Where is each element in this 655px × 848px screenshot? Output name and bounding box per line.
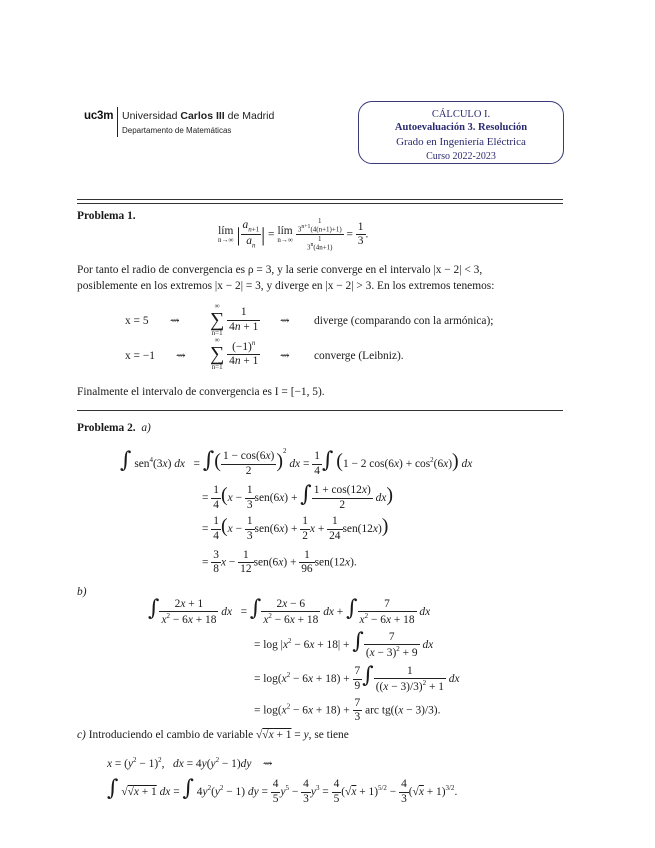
part-b-line1: ∫ $\frac{2x + 1}{x^2 - 6x + 18}$ dx = ∫ $\frac{2x - 6}{x^2 - 6x + 18}$ dx + ∫ $\frac{7}{x^2 - 6x + 18}$ dx xyxy=(148,596,431,626)
ratio-limit-formula: lím n→∞ | $\frac{a_{n+1}}{a_n}$ | = lím n→∞ 1 $3^{n+1}(4(n+1)+1)$ 1 $3^n(4n+1)$ = $\frac{1}{3}$ . xyxy=(218,217,369,252)
part-a-line4: = $\frac{3}{8}$ x − $\frac{1}{12}$ sen(6x) + $\frac{1}{96}$ sen(12x). xyxy=(202,549,357,576)
case2-result: converge (Leibniz). xyxy=(314,350,404,362)
case2-label: x = −1 xyxy=(125,350,155,362)
part-b-line2: = $\log |x^2 - 6x + 18|$ + ∫ $\frac{7}{(x - 3)^2 + 9}$ dx xyxy=(254,629,434,659)
case1-series: ∞ ∑ n=1 $\frac{1}{4n + 1}$ xyxy=(210,302,259,337)
part-c-tail: , se tiene xyxy=(308,729,349,741)
problem1-para2: posiblemente en los extremos |x − 2| = 3, y diverge en |x − 2| > 3. En los extremos tenemos: xyxy=(77,280,495,292)
header-rule-top xyxy=(77,199,563,200)
part-c-substitution: $x = (y^2 - 1)^2$, dx = $4y(y^2 - 1)dy$ ⇝ xyxy=(107,756,273,770)
university-name-post: de Madrid xyxy=(224,110,275,122)
university-name-pre: Universidad xyxy=(122,110,181,122)
part-a-line2: = $\frac{1}{4}$ (x − $\frac{1}{3}$ sen(6x) + ∫ $\frac{1 + \cos(12x)}{2}$ dx) xyxy=(202,482,394,511)
case2-series: ∞ ∑ n=1 $\frac{(-1)^n}{4n + 1}$ xyxy=(210,336,259,371)
logo-divider xyxy=(117,107,118,137)
course-title: CÁLCULO I. xyxy=(431,109,491,120)
university-name-bold: Carlos III xyxy=(180,110,225,122)
problem1-conclusion: Finalmente el intervalo de convergencia es I = [−1, 5). xyxy=(77,386,325,398)
degree-name: Grado en Ingeniería Eléctrica xyxy=(396,136,526,148)
problem2-heading xyxy=(77,423,151,434)
university-name xyxy=(122,110,274,122)
part-a-label: a) xyxy=(141,422,151,434)
part-c-label: c) xyxy=(77,729,86,741)
department-name: Departamento de Matemáticas xyxy=(122,126,232,135)
case1-label: x = 5 xyxy=(125,315,149,327)
part-b-line4: = $\log(x^2 - 6x + 18)$ + $\frac{7}{3}$ arc tg((x − 3)/3). xyxy=(254,697,441,724)
case1-arrow2: ⇝ xyxy=(280,315,290,327)
header-rule-bottom xyxy=(77,203,563,204)
part-b-line3: = $\log(x^2 - 6x + 18)$ + $\frac{7}{9}$ ∫ $\frac{1}{((x - 3)/3)^2 + 1}$ dx xyxy=(254,663,460,693)
case1-arrow: ⇝ xyxy=(170,315,180,327)
uc3m-logo: uc3m xyxy=(84,110,114,122)
part-a-line1: ∫ sen$^4$(3x) dx = ∫( $\frac{1 - \cos(6x)}{2}$ )$^2$ dx = $\frac{1}{4}$ ∫ (1 − 2 $\cos(6x) + \cos^2(6x)$) dx xyxy=(120,447,473,477)
part-c-result: ∫ √√x + 1 dx = ∫ $4y^2(y^2 - 1)$ dy = $\frac{4}{5}$ $y^5$ − $\frac{4}{3}$ $y^3$ = $\frac{4}{5}$ $(√x + 1)^{5/2}$ − $\frac{4}{3}$ $(√x + 1)^{3/2}$. xyxy=(107,776,458,805)
part-b-text: b) xyxy=(77,586,87,598)
part-a-line3: = $\frac{1}{4}$ (x − $\frac{1}{3}$ sen(6x) + $\frac{1}{2}$ x + $\frac{1}{24}$ sen(12x)) xyxy=(202,515,389,542)
case2-arrow: ⇝ xyxy=(176,350,186,362)
part-c-text: Introduciendo el cambio de variable xyxy=(88,729,254,741)
problem2-title: Problema 2. xyxy=(77,422,136,434)
assessment-title: Autoevaluación 3. Resolución xyxy=(394,122,528,133)
case2-arrow2: ⇝ xyxy=(280,350,290,362)
part-b-label xyxy=(77,587,87,598)
problem1-title: Problema 1. xyxy=(77,210,136,222)
part-c-intro: c) Introduciendo el cambio de variable √√x + 1 = y, se tiene xyxy=(77,729,349,741)
section-rule xyxy=(77,410,563,411)
case1-result: diverge (comparando con la armónica); xyxy=(314,315,494,327)
academic-year: Curso 2022-2023 xyxy=(426,151,496,162)
problem1-para1: Por tanto el radio de convergencia es ρ = 3, y la serie converge en el intervalo |x − 2| < 3, xyxy=(77,264,483,276)
course-info-box xyxy=(358,101,564,164)
